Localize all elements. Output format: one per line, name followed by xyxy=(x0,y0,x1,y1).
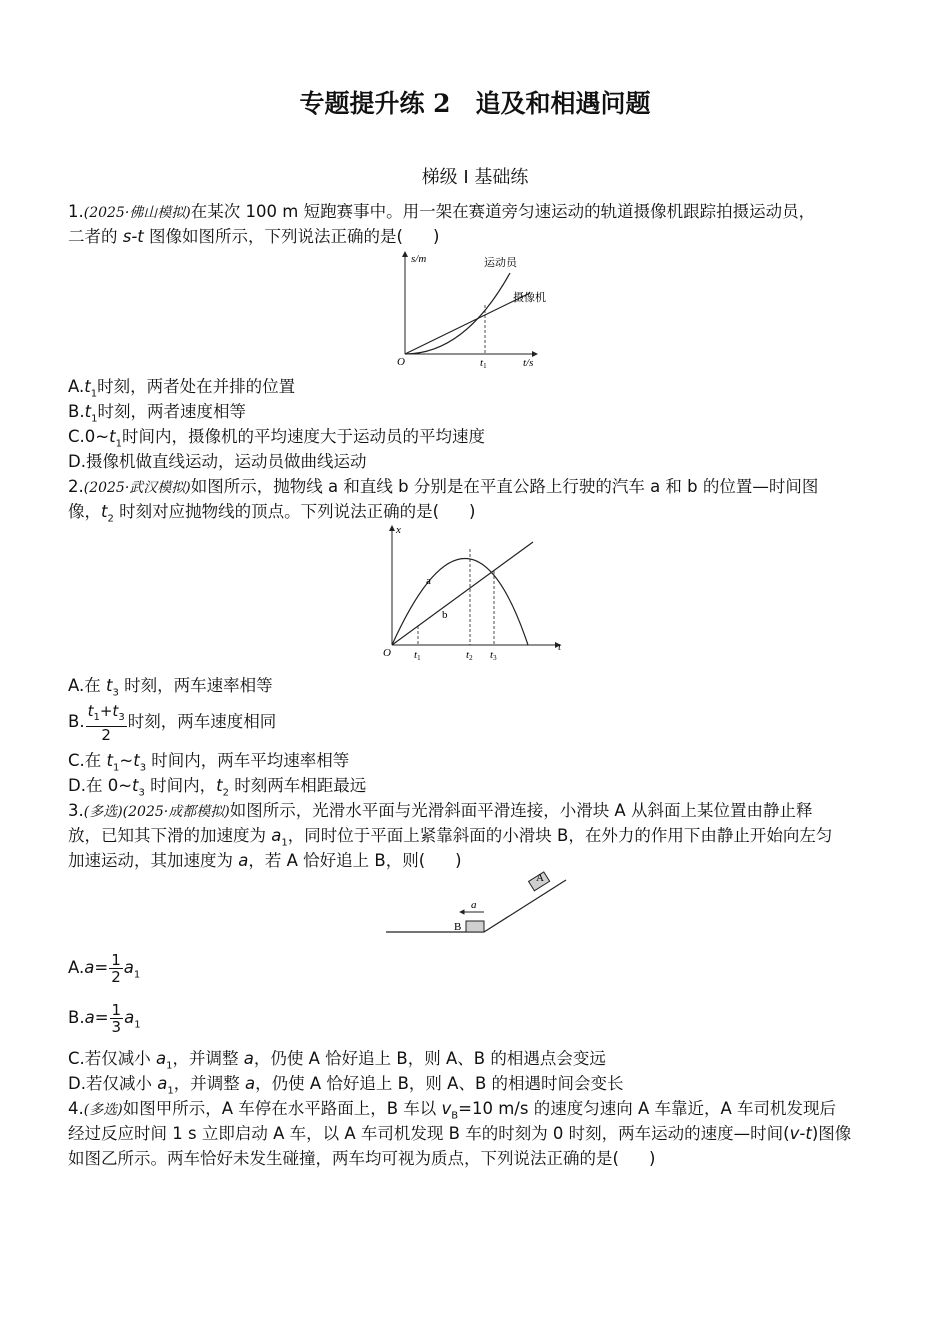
q3-line-3: 加速运动，其加速度为 a，若 A 恰好追上 B，则( ) xyxy=(68,851,462,870)
runner-curve xyxy=(405,273,510,354)
x-label: t xyxy=(558,641,562,653)
q2-option-c[interactable]: C.在 $t_1\sim t_3$ 时间内，两车平均速率相等 xyxy=(68,751,350,774)
t1-label: t1 xyxy=(480,357,487,370)
q4-line-2: 经过反应时间 1 s 立即启动 A 车，以 A 车司机发现 B 车的时刻为 0 时刻，两车运动的速度—时间(v-t)图像 xyxy=(68,1124,852,1143)
b-label: b xyxy=(442,609,448,621)
a-label: A xyxy=(536,872,544,884)
q1-number: 1. xyxy=(68,202,84,221)
q1-option-a[interactable]: $A.t_1$时刻，两者处在并排的位置 xyxy=(68,377,296,400)
q1-text-2b: 图像如图所示，下列说法正确的是( xyxy=(143,227,403,246)
q1-line-2 xyxy=(68,225,439,249)
q1-line-1 xyxy=(68,200,815,225)
camera-label: 摄像机 xyxy=(513,292,546,304)
camera-line xyxy=(405,293,530,354)
q1-option-b[interactable]: $B.t_1$时刻，两者速度相等 xyxy=(68,402,246,425)
q3-option-b[interactable]: B.a= $\frac{1}{3}$ $a_1$ xyxy=(68,1001,141,1036)
block-b xyxy=(466,921,484,932)
q1-st: s-t xyxy=(122,227,144,246)
incline-surface xyxy=(484,880,566,932)
q1-figure xyxy=(385,248,560,373)
q2-line-1 xyxy=(68,475,818,500)
q3-line-1: 3.(多选)(2025·成都模拟)如图所示，光滑水平面与光滑斜面平滑连接，小滑块 A 从斜面上某位置由静止释 xyxy=(68,801,813,820)
q2-option-d[interactable]: D.在 $0\sim t_3$ 时间内，$t_2$ 时刻两车相距最远 xyxy=(68,776,367,799)
x-label: t/s xyxy=(523,357,534,369)
parabola-a xyxy=(392,559,528,646)
q1-option-c[interactable]: $C.0\sim t_1$时间内，摄像机的平均速度大于运动员的平均速度 xyxy=(68,427,485,450)
q2-number: 2. xyxy=(68,477,84,496)
q2-figure xyxy=(380,522,570,662)
b-label: B xyxy=(454,921,462,933)
q1-text-1: 在某次 100 m 短跑赛事中。用一架在赛道旁匀速运动的轨道摄像机跟踪拍摄运动员， xyxy=(190,202,816,221)
fraction: $\frac{1}{2}$ xyxy=(111,951,121,986)
fraction: $\frac{1}{3}$ xyxy=(111,1001,122,1036)
section-heading: 梯级 Ⅰ 基础练 xyxy=(421,167,529,188)
q1-source: (2025·佛山模拟) xyxy=(83,205,191,221)
line-b xyxy=(392,542,533,645)
a-label: a xyxy=(426,575,431,587)
q4-line-3: 如图乙所示。两车恰好未发生碰撞，两车均可视为质点，下列说法正确的是( ) xyxy=(68,1149,656,1168)
q4-line-1: 4.(多选)如图甲所示，A 车停在水平路面上，B 车以 $v_B=10$ m/s 的速度匀速向 A 车靠近，A 车司机发现后 xyxy=(68,1099,837,1122)
y-label: s/m xyxy=(411,253,427,265)
q3-option-c[interactable]: C.若仅减小 $a_1$，并调整 a，仍使 A 恰好追上 B，则 A、B 的相遇点会变远 xyxy=(68,1049,606,1072)
q2-text-1: 如图所示，抛物线 a 和直线 b 分别是在平直公路上行驶的汽车 a 和 b 的位置—时间图 xyxy=(190,477,819,496)
q3-option-a[interactable]: A.a= $\frac{1}{2}$ $a_1$ xyxy=(68,951,141,986)
fraction: $\frac{t_1+t_3}{2}$ xyxy=(87,701,125,744)
accel-label: a xyxy=(471,899,477,911)
q1-close: ) xyxy=(432,227,440,246)
q2-source: (2025·武汉模拟) xyxy=(83,480,191,496)
page-title: 专题提升练 2 追及和相遇问题 xyxy=(299,89,651,118)
t3-label: t3 xyxy=(490,649,497,662)
y-label: x xyxy=(396,524,401,536)
q1-text-2a: 二者的 xyxy=(68,227,123,246)
t1-label: t1 xyxy=(414,649,421,662)
runner-label: 运动员 xyxy=(484,257,517,269)
q1-option-d[interactable]: D.摄像机做直线运动，运动员做曲线运动 xyxy=(68,452,367,471)
q2-option-a[interactable]: A.在 $t_3$ 时刻，两车速率相等 xyxy=(68,676,273,699)
q3-option-d[interactable]: D.若仅减小 $a_1$，并调整 a，仍使 A 恰好追上 B，则 A、B 的相遇时间会变长 xyxy=(68,1074,624,1097)
origin-label: O xyxy=(383,647,391,659)
q3-figure xyxy=(384,868,574,938)
origin-label: O xyxy=(397,356,405,368)
q2-option-b[interactable]: B. $\frac{t_1+t_3}{2}$ 时刻，两车速度相同 xyxy=(68,701,277,744)
q2-line-2: 像，$t_2$ 时刻对应抛物线的顶点。下列说法正确的是( ) xyxy=(68,502,476,525)
q3-line-2: 放，已知其下滑的加速度为 $a_1$，同时位于平面上紧靠斜面的小滑块 B，在外力的作用下由静止开始向左匀 xyxy=(68,826,833,849)
t2-label: t2 xyxy=(466,649,473,662)
